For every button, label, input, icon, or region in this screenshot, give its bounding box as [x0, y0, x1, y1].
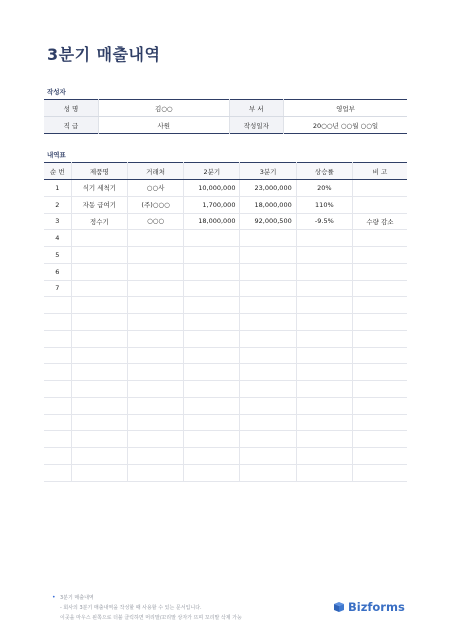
table-cell[interactable] [296, 297, 352, 314]
table-cell[interactable] [184, 448, 240, 465]
table-cell[interactable]: 110% [296, 196, 352, 213]
table-row [44, 314, 407, 331]
table-cell[interactable] [184, 230, 240, 247]
table-cell[interactable] [71, 280, 127, 297]
table-cell[interactable] [44, 414, 71, 431]
table-cell[interactable]: (주)○○○ [127, 196, 183, 213]
table-cell[interactable] [352, 247, 407, 264]
table-row [44, 464, 407, 481]
column-header: 3분기 [240, 163, 296, 180]
table-cell[interactable] [296, 280, 352, 297]
table-cell[interactable] [127, 247, 183, 264]
table-cell[interactable]: -9.5% [296, 213, 352, 230]
table-cell[interactable] [127, 397, 183, 414]
table-cell[interactable]: 92,000,500 [240, 213, 296, 230]
table-cell[interactable] [127, 230, 183, 247]
table-cell[interactable] [184, 297, 240, 314]
table-cell[interactable] [296, 330, 352, 347]
table-cell[interactable] [71, 297, 127, 314]
table-row [44, 448, 407, 465]
items-table [44, 162, 407, 482]
table-cell[interactable]: 7 [44, 280, 71, 297]
table-cell[interactable] [127, 263, 183, 280]
table-cell[interactable] [240, 448, 296, 465]
field-value[interactable]: 영업부 [284, 100, 407, 117]
field-value[interactable]: 김○○ [98, 100, 229, 117]
table-cell[interactable]: 수량 감소 [352, 213, 407, 230]
table-cell[interactable] [184, 397, 240, 414]
table-cell[interactable] [184, 414, 240, 431]
table-cell[interactable] [44, 297, 71, 314]
table-cell[interactable] [71, 230, 127, 247]
page-title: 3분기 매출내역 [47, 45, 161, 64]
table-cell[interactable] [44, 448, 71, 465]
table-cell[interactable] [184, 247, 240, 264]
footer-line-1: 3분기 매출내역 [60, 595, 94, 601]
table-cell[interactable] [296, 464, 352, 481]
table-cell[interactable] [352, 414, 407, 431]
table-cell[interactable]: 18,000,000 [184, 213, 240, 230]
table-cell[interactable]: 식기 세척기 [71, 180, 127, 197]
table-cell[interactable] [240, 230, 296, 247]
column-header: 비 고 [352, 163, 407, 180]
table-cell[interactable]: 18,000,000 [240, 196, 296, 213]
table-row [44, 397, 407, 414]
table-cell[interactable] [184, 364, 240, 381]
table-cell[interactable] [44, 431, 71, 448]
table-cell[interactable] [296, 431, 352, 448]
table-cell[interactable]: 6 [44, 263, 71, 280]
table-cell[interactable] [184, 314, 240, 331]
table-cell[interactable] [71, 397, 127, 414]
table-row [44, 180, 407, 197]
table-cell[interactable] [352, 397, 407, 414]
table-cell[interactable] [240, 330, 296, 347]
table-header-row [44, 163, 407, 180]
column-header: 거래처 [127, 163, 183, 180]
table-cell[interactable]: ○○사 [127, 180, 183, 197]
field-label: 작성일자 [229, 117, 283, 134]
table-cell[interactable] [44, 314, 71, 331]
table-cell[interactable] [296, 381, 352, 398]
field-label: 성 명 [44, 100, 98, 117]
table-cell[interactable] [296, 414, 352, 431]
table-cell[interactable] [240, 364, 296, 381]
table-row [44, 213, 407, 230]
table-cell[interactable] [184, 263, 240, 280]
table-cell[interactable] [127, 330, 183, 347]
table-cell[interactable] [296, 263, 352, 280]
table-cell[interactable] [296, 247, 352, 264]
table-cell[interactable] [240, 247, 296, 264]
table-cell[interactable]: 5 [44, 247, 71, 264]
field-label: 부 서 [229, 100, 283, 117]
table-cell[interactable] [240, 397, 296, 414]
table-row [44, 381, 407, 398]
table-cell[interactable]: 23,000,000 [240, 180, 296, 197]
table-cell[interactable] [352, 330, 407, 347]
table-cell[interactable] [71, 448, 127, 465]
table-row [44, 347, 407, 364]
table-cell[interactable] [296, 397, 352, 414]
field-value[interactable]: 사원 [98, 117, 229, 134]
table-cell[interactable] [127, 314, 183, 331]
table-cell[interactable] [127, 464, 183, 481]
column-header: 상승률 [296, 163, 352, 180]
table-cell[interactable] [240, 280, 296, 297]
field-value[interactable]: 20○○년 ○○월 ○○일 [284, 117, 407, 134]
logo-text: Bizforms [348, 600, 405, 614]
table-row [44, 230, 407, 247]
field-label: 직 급 [44, 117, 98, 134]
table-cell[interactable] [71, 347, 127, 364]
table-cell[interactable] [296, 448, 352, 465]
footer-note [52, 593, 242, 623]
table-row [44, 196, 407, 213]
table-cell[interactable] [127, 297, 183, 314]
table-cell[interactable] [71, 330, 127, 347]
table-cell[interactable] [127, 414, 183, 431]
table-cell[interactable] [352, 230, 407, 247]
table-cell[interactable] [127, 347, 183, 364]
table-row [44, 280, 407, 297]
table-cell[interactable] [352, 180, 407, 197]
table-cell[interactable]: 1,700,000 [184, 196, 240, 213]
table-cell[interactable] [44, 397, 71, 414]
table-cell[interactable]: 3 [44, 213, 71, 230]
table-cell[interactable] [240, 314, 296, 331]
table-cell[interactable] [240, 414, 296, 431]
table-cell[interactable] [71, 431, 127, 448]
table-cell[interactable] [71, 263, 127, 280]
table-cell[interactable] [240, 297, 296, 314]
table-cell[interactable] [71, 464, 127, 481]
bullet-icon: • [52, 594, 56, 601]
table-cell[interactable] [127, 280, 183, 297]
table-cell[interactable] [240, 381, 296, 398]
table-cell[interactable] [296, 230, 352, 247]
table-cell[interactable] [71, 414, 127, 431]
table-cell[interactable] [240, 431, 296, 448]
table-row [44, 330, 407, 347]
table-row [44, 247, 407, 264]
table-cell[interactable] [352, 431, 407, 448]
column-header: 제품명 [71, 163, 127, 180]
table-cell[interactable] [352, 364, 407, 381]
table-cell[interactable] [71, 381, 127, 398]
table-row [44, 431, 407, 448]
table-cell[interactable] [71, 247, 127, 264]
table-cell[interactable] [44, 364, 71, 381]
writer-section-label: 작성자 [47, 88, 66, 96]
table-cell[interactable] [184, 464, 240, 481]
table-cell[interactable]: 2 [44, 196, 71, 213]
table-cell[interactable] [240, 464, 296, 481]
table-cell[interactable] [352, 347, 407, 364]
table-cell[interactable]: 정수기 [71, 213, 127, 230]
table-cell[interactable] [352, 448, 407, 465]
table-cell[interactable] [127, 431, 183, 448]
footer-line-3: 이곳을 마우스 왼쪽으로 더블 클릭하면 머리말/꼬리말 상자가 뜨며 꼬리말 삭제 가능 [60, 615, 242, 621]
table-cell[interactable] [44, 330, 71, 347]
table-cell[interactable]: 10,000,000 [184, 180, 240, 197]
bizforms-logo [333, 600, 405, 614]
table-cell[interactable]: 자동 급여기 [71, 196, 127, 213]
table-cell[interactable] [44, 381, 71, 398]
bizforms-logo-icon [333, 601, 345, 613]
table-cell[interactable] [184, 347, 240, 364]
table-cell[interactable] [127, 364, 183, 381]
writer-row [44, 117, 407, 134]
table-cell[interactable] [184, 431, 240, 448]
table-cell[interactable] [352, 280, 407, 297]
table-cell[interactable]: ○○○ [127, 213, 183, 230]
table-cell[interactable] [71, 314, 127, 331]
table-cell[interactable] [127, 381, 183, 398]
column-header: 순 번 [44, 163, 71, 180]
table-cell[interactable] [44, 464, 71, 481]
table-cell[interactable] [184, 330, 240, 347]
footer-line-2: - 회사의 3분기 매출내역을 작성할 때 사용할 수 있는 문서입니다. [60, 605, 202, 611]
table-cell[interactable] [296, 314, 352, 331]
table-cell[interactable] [240, 347, 296, 364]
table-cell[interactable] [44, 347, 71, 364]
table-cell[interactable] [352, 381, 407, 398]
table-cell[interactable]: 20% [296, 180, 352, 197]
table-cell[interactable]: 4 [44, 230, 71, 247]
table-cell[interactable] [352, 196, 407, 213]
table-cell[interactable] [127, 448, 183, 465]
table-cell[interactable] [296, 347, 352, 364]
table-cell[interactable] [184, 381, 240, 398]
table-row [44, 297, 407, 314]
table-cell[interactable] [240, 263, 296, 280]
table-cell[interactable] [352, 263, 407, 280]
table-row [44, 414, 407, 431]
column-header: 2분기 [184, 163, 240, 180]
table-cell[interactable] [352, 314, 407, 331]
table-cell[interactable] [296, 364, 352, 381]
table-row [44, 263, 407, 280]
writer-table [44, 99, 407, 134]
table-cell[interactable] [352, 464, 407, 481]
table-cell[interactable] [71, 364, 127, 381]
table-cell[interactable] [352, 297, 407, 314]
writer-row [44, 100, 407, 117]
items-section-label: 내역표 [47, 151, 66, 159]
table-row [44, 364, 407, 381]
table-cell[interactable] [184, 280, 240, 297]
table-cell[interactable]: 1 [44, 180, 71, 197]
